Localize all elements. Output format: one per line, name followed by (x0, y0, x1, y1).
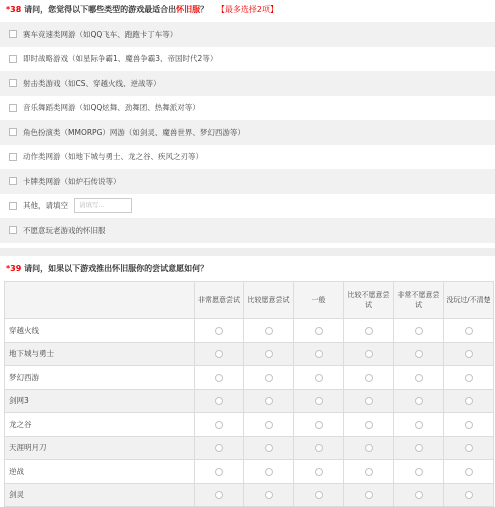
radio-button[interactable] (465, 374, 473, 382)
radio-button[interactable] (265, 350, 273, 358)
radio-button[interactable] (215, 468, 223, 476)
question-38-options (0, 22, 495, 243)
option-label: 赛车竞速类网游（如QQ飞车、跑跑卡丁车等） (23, 29, 178, 39)
row-label: 剑网3 (5, 389, 195, 413)
row-label: 天涯明月刀 (5, 436, 195, 460)
radio-button[interactable] (265, 468, 273, 476)
radio-button[interactable] (365, 327, 373, 335)
option-card[interactable] (0, 169, 495, 194)
column-header: 比较愿意尝试 (244, 282, 294, 319)
matrix-row (5, 389, 494, 413)
radio-button[interactable] (265, 397, 273, 405)
radio-button[interactable] (215, 374, 223, 382)
option-label: 射击类游戏（如CS、穿越火线、逆战等） (23, 78, 161, 88)
radio-button[interactable] (415, 468, 423, 476)
option-label: 动作类网游（如地下城与勇士、龙之谷、疾风之刃等） (23, 152, 203, 162)
radio-button[interactable] (415, 350, 423, 358)
row-label: 地下城与勇士 (5, 342, 195, 366)
radio-button[interactable] (215, 444, 223, 452)
radio-button[interactable] (215, 491, 223, 499)
option-action[interactable] (0, 145, 495, 170)
radio-button[interactable] (365, 421, 373, 429)
radio-button[interactable] (315, 444, 323, 452)
radio-button[interactable] (415, 397, 423, 405)
option-label: 其他，请填空 (23, 201, 68, 211)
column-header: 一般 (294, 282, 344, 319)
question-38-hint: 【最多选择2项】 (216, 5, 279, 14)
row-label: 穿越火线 (5, 319, 195, 343)
row-label: 梦幻西游 (5, 366, 195, 390)
option-racing[interactable] (0, 22, 495, 47)
matrix-row (5, 319, 494, 343)
radio-button[interactable] (365, 444, 373, 452)
radio-button[interactable] (215, 421, 223, 429)
checkbox[interactable] (9, 55, 17, 63)
column-header: 非常不愿意尝试 (394, 282, 444, 319)
radio-button[interactable] (415, 374, 423, 382)
question-39-number: *39 (6, 264, 22, 273)
radio-button[interactable] (365, 397, 373, 405)
column-header: 比较不愿意尝试 (344, 282, 394, 319)
radio-button[interactable] (415, 327, 423, 335)
radio-button[interactable] (365, 350, 373, 358)
row-label: 龙之谷 (5, 413, 195, 437)
matrix-row (5, 436, 494, 460)
option-label: 即时战略游戏（如星际争霸1、魔兽争霸3、帝国时代2等） (23, 54, 218, 64)
radio-button[interactable] (265, 491, 273, 499)
radio-button[interactable] (215, 350, 223, 358)
option-label: 卡牌类网游（如炉石传说等） (23, 176, 121, 186)
checkbox[interactable] (9, 128, 17, 136)
question-38 (0, 0, 495, 248)
radio-button[interactable] (315, 397, 323, 405)
checkbox[interactable] (9, 79, 17, 87)
radio-button[interactable] (365, 468, 373, 476)
radio-button[interactable] (315, 468, 323, 476)
radio-button[interactable] (415, 444, 423, 452)
checkbox[interactable] (9, 30, 17, 38)
radio-button[interactable] (215, 397, 223, 405)
column-header: 非常愿意尝试 (195, 282, 244, 319)
checkbox[interactable] (9, 202, 17, 210)
matrix-row (5, 460, 494, 484)
matrix-row (5, 342, 494, 366)
radio-button[interactable] (465, 444, 473, 452)
row-label: 剑灵 (5, 483, 195, 507)
radio-button[interactable] (465, 491, 473, 499)
question-38-number: *38 (6, 5, 22, 14)
radio-button[interactable] (265, 327, 273, 335)
radio-button[interactable] (415, 421, 423, 429)
question-39 (0, 256, 495, 500)
radio-button[interactable] (365, 491, 373, 499)
option-other[interactable] (0, 194, 495, 219)
matrix-row (5, 483, 494, 507)
option-mmorpg[interactable] (0, 120, 495, 145)
radio-button[interactable] (265, 421, 273, 429)
question-38-title-end: ？ (200, 5, 209, 14)
radio-button[interactable] (465, 468, 473, 476)
radio-button[interactable] (315, 491, 323, 499)
column-header: 没玩过/不清楚 (444, 282, 494, 319)
checkbox[interactable] (9, 226, 17, 234)
radio-button[interactable] (465, 421, 473, 429)
option-not-willing[interactable] (0, 218, 495, 243)
matrix-row (5, 413, 494, 437)
checkbox[interactable] (9, 104, 17, 112)
question-38-title (6, 4, 278, 15)
matrix-corner (5, 282, 195, 319)
radio-button[interactable] (315, 327, 323, 335)
radio-button[interactable] (215, 327, 223, 335)
radio-button[interactable] (465, 327, 473, 335)
radio-button[interactable] (465, 397, 473, 405)
option-shooter[interactable] (0, 71, 495, 96)
radio-button[interactable] (315, 350, 323, 358)
checkbox[interactable] (9, 153, 17, 161)
option-rts[interactable] (0, 47, 495, 72)
rating-matrix (4, 281, 494, 507)
matrix-row (5, 366, 494, 390)
question-38-title-text: 请问，您觉得以下哪些类型的游戏最适合出 (24, 5, 177, 14)
question-39-title (6, 263, 208, 274)
option-music-dance[interactable] (0, 96, 495, 121)
option-label: 音乐舞蹈类网游（如QQ炫舞、劲舞团、热舞派对等） (23, 103, 200, 113)
radio-button[interactable] (265, 444, 273, 452)
question-separator (0, 248, 495, 256)
option-label: 不愿意玩老游戏的怀旧服 (23, 225, 106, 235)
row-label: 逆战 (5, 460, 195, 484)
question-39-title-text: 请问，如果以下游戏推出怀旧服你的尝试意愿如何？ (24, 264, 209, 273)
other-text-input[interactable]: 请填写... (74, 198, 132, 213)
radio-button[interactable] (265, 374, 273, 382)
option-label: 角色扮演类（MMORPG）网游（如剑灵、魔兽世界、梦幻西游等） (23, 127, 245, 137)
radio-button[interactable] (465, 350, 473, 358)
checkbox[interactable] (9, 177, 17, 185)
question-38-title-highlight: 怀旧服 (176, 5, 201, 14)
radio-button[interactable] (415, 491, 423, 499)
radio-button[interactable] (365, 374, 373, 382)
radio-button[interactable] (315, 374, 323, 382)
radio-button[interactable] (315, 421, 323, 429)
